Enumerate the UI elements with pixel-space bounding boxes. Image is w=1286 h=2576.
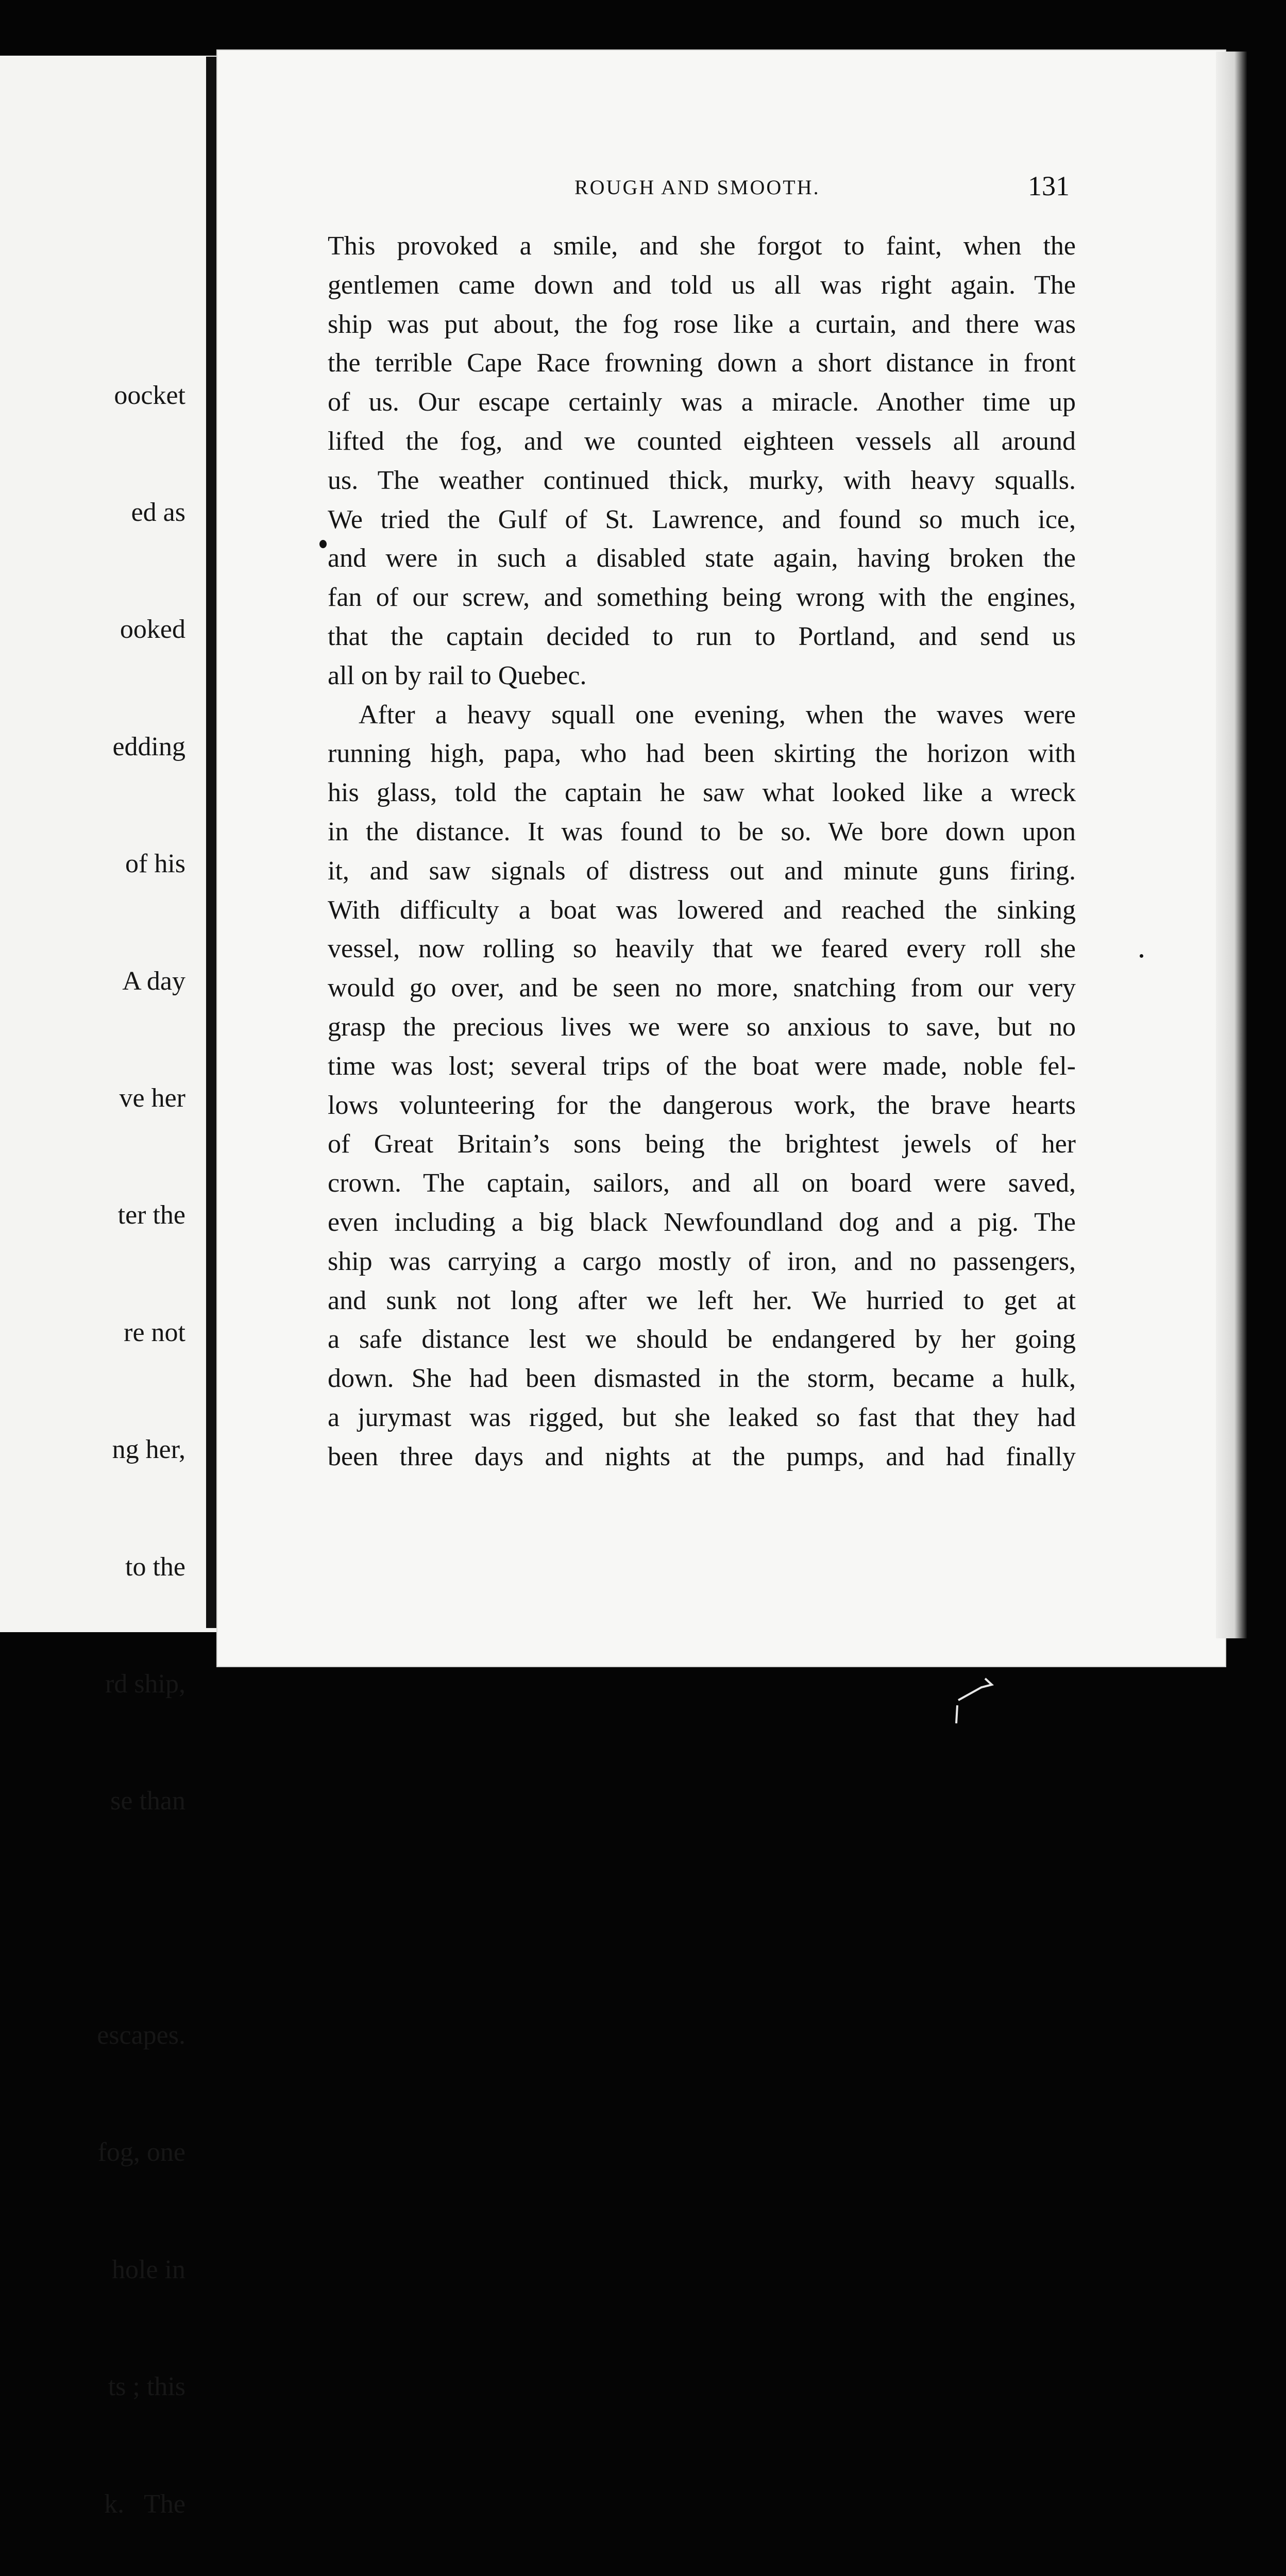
- text-line: would go over, and be seen no more, snatching from our very: [328, 973, 1076, 1003]
- text-line: and sunk not long after we left her. We hurried to get at: [328, 1285, 1076, 1315]
- text-line: us. The weather continued thick, murky, with heavy squalls.: [328, 465, 1076, 495]
- text-line: that the captain decided to run to Portland, and send us: [328, 621, 1076, 651]
- facing-line: edding: [112, 732, 185, 761]
- facing-page: [0, 56, 219, 2519]
- text-line: lows volunteering for the dangerous work, the brave hearts: [328, 1090, 1076, 1120]
- text-line: ship was carrying a cargo mostly of iron, and no passengers,: [328, 1246, 1076, 1276]
- facing-line: oocket: [114, 380, 185, 410]
- facing-line: ts ; this: [108, 2372, 185, 2402]
- text-line: running high, papa, who had been skirting the horizon with: [328, 739, 1076, 769]
- text-line: down. She had been dismasted in the storm, became a hulk,: [328, 1364, 1076, 1394]
- facing-line: [75, 1899, 185, 1938]
- text-line: time was lost; several trips of the boat were made, noble fel-: [328, 1051, 1076, 1081]
- running-head: ROUGH AND SMOOTH.: [574, 176, 820, 199]
- text-line: and were in such a disabled state again, having broken the: [328, 544, 1076, 573]
- ink-speck: [319, 540, 327, 548]
- text-line: crown. The captain, sailors, and all on board were saved,: [328, 1168, 1076, 1198]
- text-line: fan of our screw, and something being wrong with the engines,: [328, 583, 1076, 613]
- text-line: grasp the precious lives we were so anxious to save, but no: [328, 1012, 1076, 1042]
- text-line: vessel, now rolling so heavily that we feared every roll she: [328, 934, 1076, 964]
- facing-line: ter the: [117, 1200, 185, 1230]
- text-line: been three days and nights at the pumps, and had finally: [328, 1442, 1076, 1471]
- text-line: the terrible Cape Race frowning down a short distance in front: [328, 348, 1076, 378]
- facing-line: ooked: [120, 615, 185, 645]
- text-line: in the distance. It was found to be so. We bore down upon: [328, 817, 1076, 846]
- ink-speck: [1140, 954, 1143, 958]
- text-line: lifted the fog, and we counted eighteen vessels all around: [328, 426, 1076, 456]
- text-line: his glass, told the captain he saw what looked like a wreck: [328, 778, 1076, 808]
- text-line: We tried the Gulf of St. Lawrence, and found so much ice,: [328, 504, 1076, 534]
- text-line: of Great Britain’s sons being the brightest jewels of her: [328, 1129, 1076, 1159]
- facing-line: ed as: [131, 497, 185, 527]
- text-line: ship was put about, the fog rose like a curtain, and there was: [328, 309, 1076, 339]
- body-text: [328, 227, 1076, 1477]
- facing-line: of his: [125, 849, 185, 879]
- text-line: a safe distance lest we should be endangered by her going: [328, 1325, 1076, 1354]
- text-line: After a heavy squall one evening, when the waves were: [359, 700, 1076, 730]
- facing-page-text: [75, 298, 185, 2576]
- facing-line: fog, one: [97, 2138, 185, 2167]
- text-line: it, and saw signals of distress out and minute guns firing.: [328, 856, 1076, 886]
- facing-line: se than: [110, 1786, 185, 1816]
- page-edge: [1216, 52, 1247, 1638]
- book-gutter: [206, 57, 216, 1628]
- text-line: all on by rail to Quebec.: [328, 660, 587, 690]
- facing-line: ve her: [119, 1083, 185, 1113]
- facing-line: re not: [124, 1317, 185, 1347]
- facing-line: to the: [125, 1552, 185, 1582]
- stray-pen-mark: [953, 1669, 1015, 1726]
- text-line: a jurymast was rigged, but she leaked so fast that they had: [328, 1402, 1076, 1432]
- text-line: of us. Our escape certainly was a miracle. Another time up: [328, 387, 1076, 417]
- text-line: even including a big black Newfoundland dog and a pig. The: [328, 1207, 1076, 1237]
- page-number: 131: [1028, 171, 1070, 201]
- facing-line: hole in: [112, 2255, 185, 2284]
- text-line: gentlemen came down and told us all was right again. The: [328, 270, 1076, 300]
- facing-line: ng her,: [112, 1435, 185, 1465]
- facing-line: rd ship,: [105, 1669, 185, 1699]
- facing-line: k. The: [104, 2489, 185, 2519]
- text-line: With difficulty a boat was lowered and reached the sinking: [328, 895, 1076, 925]
- facing-line: A day: [122, 966, 185, 996]
- facing-line: escapes.: [97, 2021, 185, 2050]
- text-line: This provoked a smile, and she forgot to faint, when the: [328, 231, 1076, 261]
